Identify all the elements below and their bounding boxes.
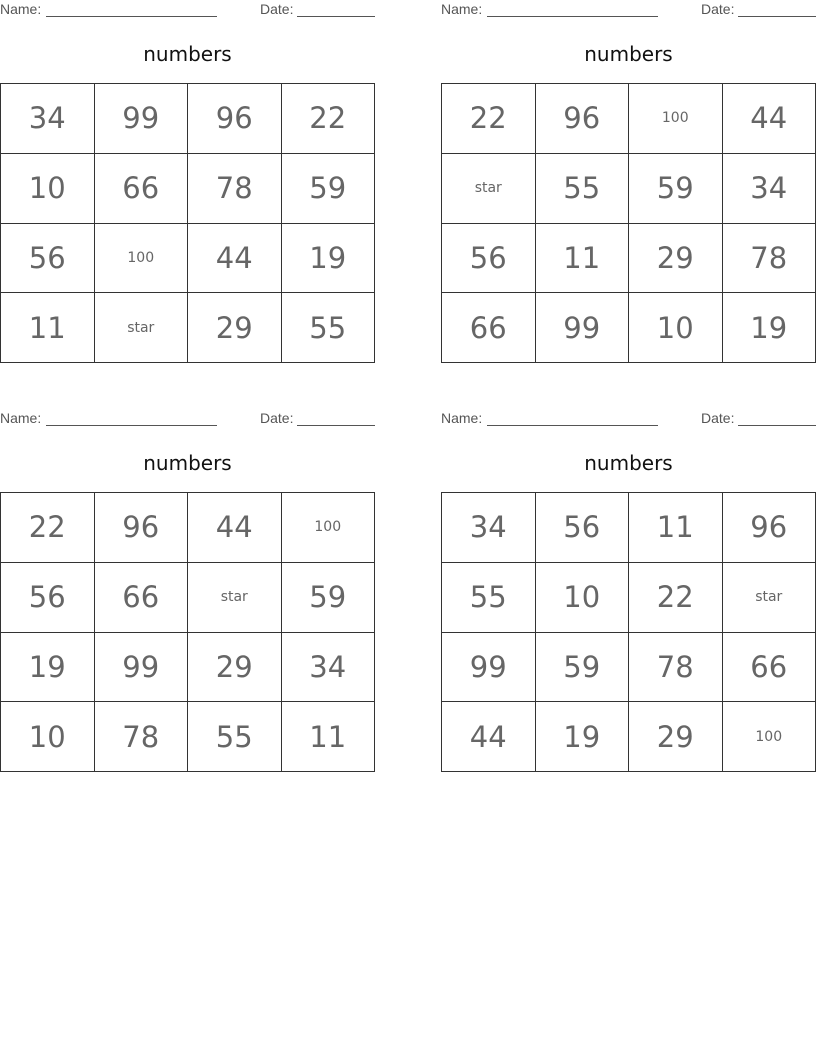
name-date-line bbox=[441, 410, 816, 428]
grid-cell: 100 bbox=[282, 493, 376, 563]
grid-cell: 44 bbox=[188, 224, 282, 294]
card-title: numbers bbox=[584, 42, 673, 66]
grid-cell: 99 bbox=[95, 84, 189, 154]
grid-cell: 55 bbox=[536, 154, 630, 224]
grid-cell: 66 bbox=[723, 633, 816, 703]
grid-cell: 55 bbox=[442, 563, 536, 633]
grid-cell: 29 bbox=[188, 293, 282, 363]
grid-cell: 11 bbox=[282, 702, 376, 772]
grid-cell: 10 bbox=[629, 293, 723, 363]
grid-cell: 19 bbox=[1, 633, 95, 703]
grid-cell: 10 bbox=[536, 563, 630, 633]
date-label: Date: bbox=[701, 410, 735, 426]
grid-cell: 11 bbox=[1, 293, 95, 363]
grid-cell: 29 bbox=[629, 224, 723, 294]
bingo-grid bbox=[0, 83, 375, 363]
bingo-card-1 bbox=[0, 0, 375, 365]
grid-cell: 59 bbox=[629, 154, 723, 224]
grid-cell: star bbox=[95, 293, 189, 363]
name-date-line bbox=[0, 1, 375, 19]
grid-cell: 56 bbox=[1, 563, 95, 633]
grid-cell: 56 bbox=[1, 224, 95, 294]
grid-cell: 34 bbox=[442, 493, 536, 563]
bingo-card-2 bbox=[441, 0, 816, 365]
grid-cell: 44 bbox=[188, 493, 282, 563]
name-label: Name: bbox=[441, 1, 483, 17]
grid-cell: 22 bbox=[282, 84, 376, 154]
grid-cell: 19 bbox=[282, 224, 376, 294]
name-blank bbox=[46, 16, 217, 17]
name-date-line bbox=[0, 410, 375, 428]
grid-cell: 66 bbox=[442, 293, 536, 363]
grid-cell: 34 bbox=[723, 154, 816, 224]
grid-cell: 100 bbox=[629, 84, 723, 154]
grid-cell: 66 bbox=[95, 154, 189, 224]
grid-cell: 22 bbox=[442, 84, 536, 154]
bingo-card-3 bbox=[0, 409, 375, 774]
grid-cell: 11 bbox=[629, 493, 723, 563]
grid-cell: 10 bbox=[1, 702, 95, 772]
grid-cell: 34 bbox=[1, 84, 95, 154]
grid-cell: 22 bbox=[1, 493, 95, 563]
grid-cell: 96 bbox=[188, 84, 282, 154]
name-label: Name: bbox=[0, 1, 42, 17]
grid-cell: 78 bbox=[629, 633, 723, 703]
date-label: Date: bbox=[701, 1, 735, 17]
grid-cell: star bbox=[442, 154, 536, 224]
grid-cell: star bbox=[723, 563, 816, 633]
grid-cell: 55 bbox=[282, 293, 376, 363]
grid-cell: 44 bbox=[442, 702, 536, 772]
grid-cell: 99 bbox=[536, 293, 630, 363]
grid-cell: 100 bbox=[723, 702, 816, 772]
grid-cell: 56 bbox=[536, 493, 630, 563]
date-blank bbox=[738, 16, 816, 17]
grid-cell: 99 bbox=[442, 633, 536, 703]
bingo-grid bbox=[0, 492, 375, 772]
grid-cell: 100 bbox=[95, 224, 189, 294]
grid-cell: 78 bbox=[188, 154, 282, 224]
grid-cell: 59 bbox=[282, 154, 376, 224]
name-label: Name: bbox=[0, 410, 42, 426]
grid-cell: 19 bbox=[723, 293, 816, 363]
name-blank bbox=[487, 16, 658, 17]
name-blank bbox=[487, 425, 658, 426]
card-title: numbers bbox=[143, 451, 232, 475]
grid-cell: 11 bbox=[536, 224, 630, 294]
grid-cell: 19 bbox=[536, 702, 630, 772]
grid-cell: star bbox=[188, 563, 282, 633]
card-title: numbers bbox=[143, 42, 232, 66]
date-label: Date: bbox=[260, 1, 294, 17]
grid-cell: 55 bbox=[188, 702, 282, 772]
bingo-grid bbox=[441, 83, 816, 363]
date-blank bbox=[738, 425, 816, 426]
bingo-card-4 bbox=[441, 409, 816, 774]
grid-cell: 99 bbox=[95, 633, 189, 703]
grid-cell: 78 bbox=[95, 702, 189, 772]
grid-cell: 66 bbox=[95, 563, 189, 633]
grid-cell: 59 bbox=[536, 633, 630, 703]
bingo-grid bbox=[441, 492, 816, 772]
grid-cell: 29 bbox=[629, 702, 723, 772]
grid-cell: 34 bbox=[282, 633, 376, 703]
grid-cell: 56 bbox=[442, 224, 536, 294]
grid-cell: 44 bbox=[723, 84, 816, 154]
grid-cell: 96 bbox=[723, 493, 816, 563]
name-blank bbox=[46, 425, 217, 426]
grid-cell: 59 bbox=[282, 563, 376, 633]
grid-cell: 96 bbox=[95, 493, 189, 563]
date-blank bbox=[297, 16, 375, 17]
grid-cell: 29 bbox=[188, 633, 282, 703]
grid-cell: 78 bbox=[723, 224, 816, 294]
date-blank bbox=[297, 425, 375, 426]
card-title: numbers bbox=[584, 451, 673, 475]
grid-cell: 22 bbox=[629, 563, 723, 633]
date-label: Date: bbox=[260, 410, 294, 426]
grid-cell: 96 bbox=[536, 84, 630, 154]
name-label: Name: bbox=[441, 410, 483, 426]
name-date-line bbox=[441, 1, 816, 19]
grid-cell: 10 bbox=[1, 154, 95, 224]
